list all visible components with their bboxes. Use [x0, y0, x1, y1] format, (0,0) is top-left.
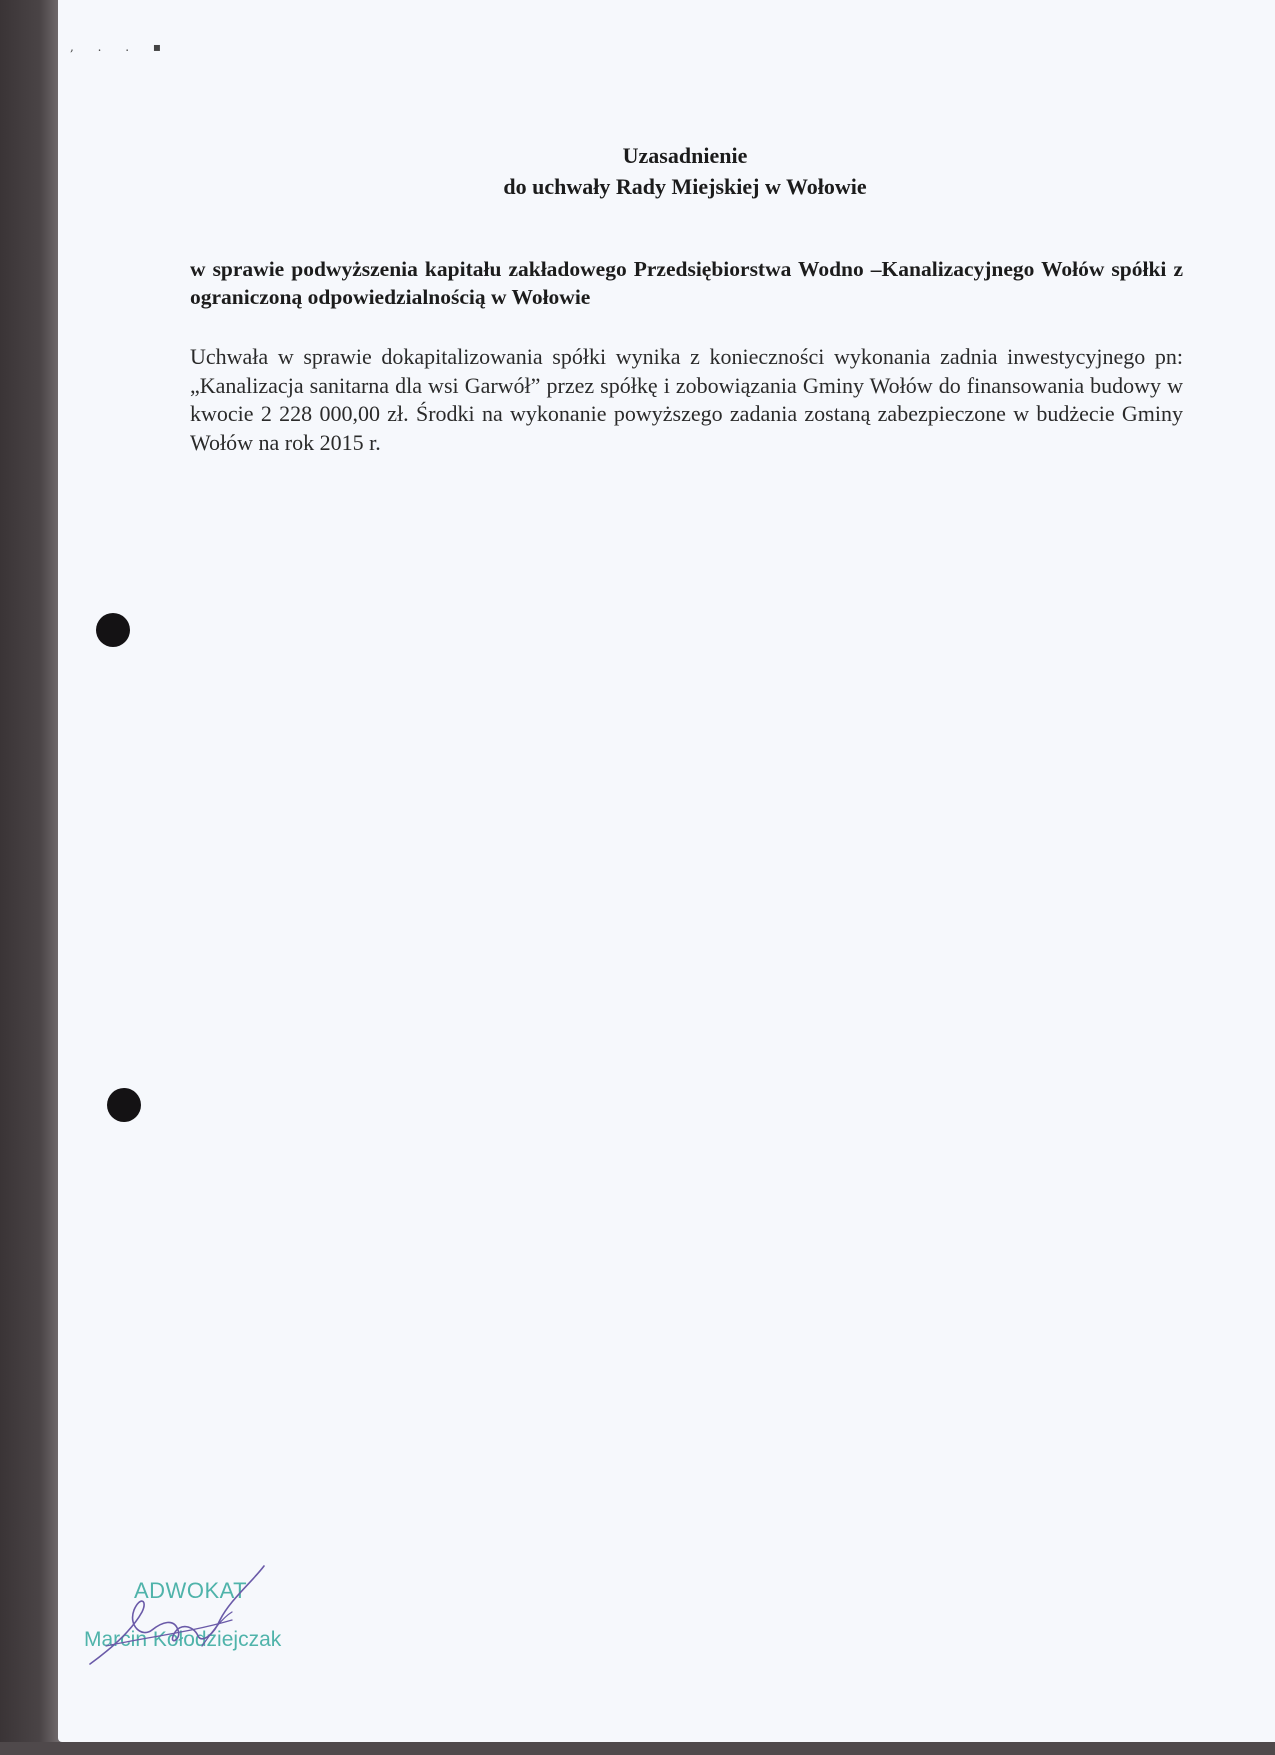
punch-hole-top: [96, 613, 130, 647]
stamp-title: ADWOKAT: [134, 1578, 248, 1603]
handwritten-signature: [82, 1560, 322, 1680]
scanner-bottom-edge: [0, 1742, 1275, 1755]
document-title: Uzasadnienie: [622, 143, 748, 168]
document-subtitle: do uchwały Rady Miejskiej w Wołowie: [503, 174, 867, 199]
lawyer-stamp: [82, 1560, 322, 1680]
document-subject: w sprawie podwyższenia kapitału zakładowego Przedsiębiorstwa Wodno –Kanalizacyjnego Wołów spółki z ograniczoną odpowiedzialnością w Wołowie: [190, 257, 1183, 309]
scan-specks: , . . ▪: [70, 40, 172, 54]
document-heading: [190, 140, 1180, 202]
punch-hole-bottom: [107, 1088, 141, 1122]
document-body: Uchwała w sprawie dokapitalizowania spółki wynika z konieczności wykonania zadnia inwestycyjnego pn: „Kanalizacja sanitarna dla wsi Garwół” przez spółkę i zobowiązania Gminy Wołów do finansowania budowy w kwocie 2 228 000,00 zł. Środki na wykonanie powyższego zadania zostaną zabezpieczone w budżecie Gminy Wołów na rok 2015 r.: [190, 344, 1183, 455]
scanner-edge-shadow: [0, 0, 62, 1755]
stamp-name: Marcin Kołodziejczak: [84, 1628, 282, 1651]
